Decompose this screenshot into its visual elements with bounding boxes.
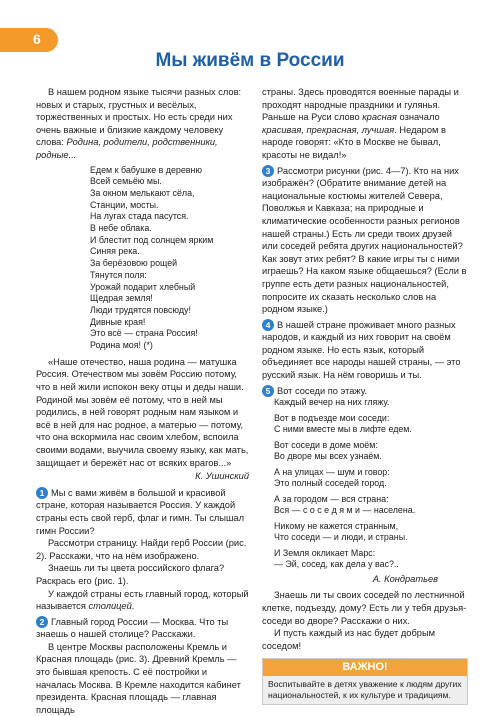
poem-line: Родина моя! (*) bbox=[90, 340, 153, 351]
poem bbox=[90, 165, 249, 352]
after-text: Знаешь ли ты своих соседей по лестничной клетке, подъезду, дому? Есть ли у тебя друзья-соседи во дворе? Расскажи о них. bbox=[262, 590, 467, 626]
task-number-badge: 2 bbox=[36, 616, 48, 628]
poem-line: Дивные края! bbox=[90, 316, 146, 327]
page-number-tab bbox=[0, 28, 58, 52]
poem-line: Щедрая земля! bbox=[90, 293, 153, 304]
intro-text: В нашем родном языке тысячи разных слов: новых и старых, грустных и весёлых, торжественных и простых. Но есть среди них очень важные и близкие каждому человеку слова: Родина, родители, родственники, родные... bbox=[36, 87, 242, 160]
poem-line: На лугах стада пасутся. bbox=[90, 211, 189, 222]
task-1-paragraph: У каждой страны есть главный город, который называется столицей. bbox=[36, 588, 249, 612]
poem-line: Никому не кажется странным, bbox=[274, 520, 399, 531]
poem-line: Во дворе мы всех узнаём. bbox=[274, 451, 382, 462]
task-2-paragraph: В центре Москвы расположены Кремль и Красная площадь (рис. 3). Древний Кремль — это бывшая крепость. С её постройки и началась Москва. В Кремле находится кабинет президента. Красная площадь — главная площадь bbox=[36, 641, 241, 715]
poem-line: Вся — с о с е д я м и — населена. bbox=[274, 505, 416, 516]
poem-line: Синяя река. bbox=[90, 246, 140, 257]
task-5 bbox=[262, 385, 468, 398]
poem-line: Вот в подъезде мои соседи: bbox=[274, 412, 390, 423]
poem-line: Всей семьёю мы. bbox=[90, 176, 162, 187]
poem-line: Станции, мосты. bbox=[90, 199, 159, 210]
task-2: 2 Главный город России — Москва. Что ты знаешь о нашей столице? Расскажи. bbox=[36, 616, 229, 640]
poem-line: Урожай подарит хлебный bbox=[90, 281, 196, 292]
page-title: Мы живём в России bbox=[155, 50, 345, 71]
page-number: 6 bbox=[33, 31, 41, 47]
poem-line: Это полный соседей город. bbox=[274, 478, 387, 489]
poem-line: А на улицах — шум и говор: bbox=[274, 466, 390, 477]
quote-author: К. Ушинский bbox=[195, 471, 249, 482]
poem-line: Это всё — страна Россия! bbox=[90, 328, 198, 339]
important-header: ВАЖНО! bbox=[263, 659, 467, 676]
poem-line: В небе облака. bbox=[90, 223, 152, 234]
poem-line: — Эй, сосед, как дела у вас?.. bbox=[274, 559, 399, 570]
poem-line: Каждый вечер на них гляжу. bbox=[274, 397, 390, 408]
after-text: И пусть каждый из нас будет добрым соседом! bbox=[262, 628, 436, 651]
task-number-badge: 3 bbox=[262, 165, 274, 177]
poem-line: За берёзовою рощей bbox=[90, 258, 178, 269]
quote-text: «Наше отечество, наша родина — матушка Россия. Отечеством мы зовём Россию потому, что в ней жили испокон веку отцы и деды наши. Родиной мы зовём её потому, что в ней мы родились, в ней говорят родным нам языком и всё в ней для нас родное, а матерью — потому, что она вскормила нас своим хлебом, вспоила своими водами, выучила своему языку, как мать, защищает и бережёт нас от всяких врагов...» bbox=[36, 356, 249, 468]
left-column bbox=[36, 86, 249, 716]
neighbors-poem bbox=[274, 397, 468, 571]
right-column bbox=[262, 86, 468, 705]
task-3: 3 Рассмотри рисунки (рис. 4—7). Кто на них изображён? (Обратите внимание детей на национальные костюмы жителей Севера, Поволжья и Кавказа; на природные и климатические особенности разных регионов нашей страны.) Есть ли среди твоих друзей или соседей ребята других национальностей? Как зовут этих ребят? В какие игры ты с ними играешь? На каком языке общаешься? (Если в группе есть дети разных национальностей, попросите их сказать несколько слов на родном языке.) bbox=[262, 165, 467, 315]
task-1: 1 Мы с вами живём в большой и красивой стране, которая называется Россия. У каждой страны есть свой герб, флаг и гимн. Ты слышал гимн России? bbox=[36, 487, 245, 536]
poem-line: Едем к бабушке в деревню bbox=[90, 164, 203, 175]
poem-line: Вот соседи по этажу. bbox=[277, 385, 368, 396]
poem-line: А за городом — вся страна: bbox=[274, 493, 389, 504]
task-number-badge: 1 bbox=[36, 487, 48, 499]
task-4: 4 В нашей стране проживает много разных народов, и каждый из них говорит на своём родном языке. Но есть язык, который объединяет все народы нашей страны, — это русский язык. На нём говоришь и ты. bbox=[262, 319, 461, 381]
poem-line: Вот соседи в доме моём: bbox=[274, 439, 378, 450]
important-text: Воспитывайте в детях уважение к людям других национальностей, к их культуре и традициям. bbox=[263, 676, 467, 704]
important-box bbox=[262, 658, 468, 705]
task-1-paragraph: Рассмотри страницу. Найди герб России (рис. 2). Расскажи, что на нём изображено. bbox=[36, 538, 247, 561]
poem-line: И Земля окликает Марс: bbox=[274, 547, 376, 558]
task-1-paragraph: Знаешь ли ты цвета российского флага? Раскрась его (рис. 1). bbox=[36, 563, 225, 586]
poem-line: За окном мелькают сёла, bbox=[90, 187, 195, 198]
poem-author: А. Кондратьев bbox=[372, 573, 438, 584]
poem-line: С ними вместе мы в лифте едем. bbox=[274, 424, 412, 435]
continued-text: страны. Здесь проводятся военные парады и проходят народные праздники и гулянья. Раньше на Руси слово красная означало красивая, прекрасная, лучшая. Недаром в народе говорят: «Кто в Москве не бывал, красоты не видал!» bbox=[262, 87, 459, 160]
poem-line: Что соседи — и люди, и страны. bbox=[274, 532, 408, 543]
poem-line: И блестит под солнцем ярким bbox=[90, 234, 214, 245]
task-number-badge: 4 bbox=[262, 319, 274, 331]
task-number-badge: 5 bbox=[262, 385, 274, 397]
poem-line: Тянутся поля: bbox=[90, 269, 147, 280]
poem-line: Люди трудятся повсюду! bbox=[90, 305, 191, 315]
